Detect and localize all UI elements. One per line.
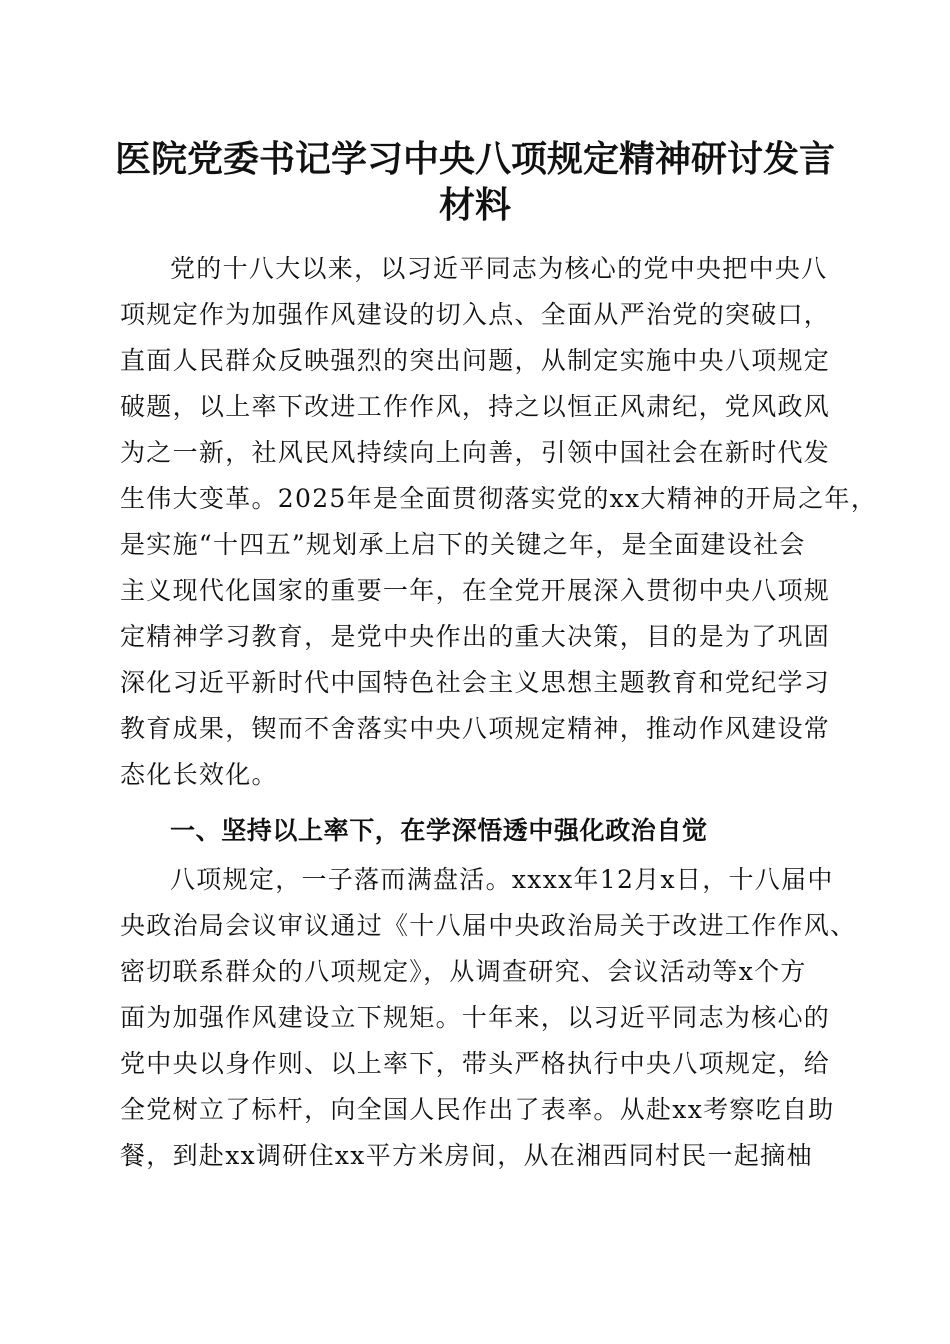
paragraph-1-line: 主义现代化国家的重要一年，在全党开展深入贯彻中央八项规 [120, 576, 831, 605]
paragraph-1-line: 态化长效化。 [120, 760, 278, 789]
paragraph-2-line: 餐，到赴xx调研住xx平方米房间，从在湘西同村民一起摘柚 [120, 1141, 813, 1170]
paragraph-1-line: 生伟大变革。2025年是全面贯彻落实党的xx大精神的开局之年， [120, 484, 878, 513]
document-title-line-2: 材料 [438, 184, 511, 226]
document-title-line-1: 医院党委书记学习中央八项规定精神研讨发言 [114, 138, 835, 180]
paragraph-1-line: 深化习近平新时代中国特色社会主义思想主题教育和党纪学习 [120, 668, 831, 697]
paragraph-1-line: 定精神学习教育，是党中央作出的重大决策，目的是为了巩固 [120, 622, 831, 651]
section-1-heading: 一、坚持以上率下，在学深悟透中强化政治自觉 [170, 816, 708, 845]
paragraph-1-line: 是实施“十四五”规划承上启下的关键之年，是全面建设社会 [120, 530, 806, 559]
paragraph-2-line: 央政治局会议审议通过《十八届中央政治局关于改进工作作风、 [120, 911, 857, 940]
paragraph-1-line: 直面人民群众反映强烈的突出问题，从制定实施中央八项规定 [120, 346, 831, 375]
paragraph-2-line: 全党树立了标杆，向全国人民作出了表率。从赴xx考察吃自助 [120, 1095, 835, 1124]
paragraph-1-line: 为之一新，社风民风持续向上向善，引领中国社会在新时代发 [120, 438, 831, 467]
paragraph-2-line: 党中央以身作则、以上率下，带头严格执行中央八项规定，给 [120, 1049, 831, 1078]
paragraph-1-line: 教育成果，锲而不舍落实中央八项规定精神，推动作风建设常 [120, 714, 831, 743]
paragraph-1-line: 党的十八大以来，以习近平同志为核心的党中央把中央八 [170, 254, 828, 283]
paragraph-2-line: 八项规定，一子落而满盘活。xxxx年12月x日，十八届中 [170, 865, 834, 894]
paragraph-1-line: 破题，以上率下改进工作作风，持之以恒正风肃纪，党风政风 [120, 392, 831, 421]
paragraph-2-line: 密切联系群众的八项规定》，从调查研究、会议活动等x个方 [120, 957, 807, 986]
paragraph-1-line: 项规定作为加强作风建设的切入点、全面从严治党的突破口， [120, 300, 831, 329]
paragraph-2-line: 面为加强作风建设立下规矩。十年来，以习近平同志为核心的 [120, 1003, 831, 1032]
